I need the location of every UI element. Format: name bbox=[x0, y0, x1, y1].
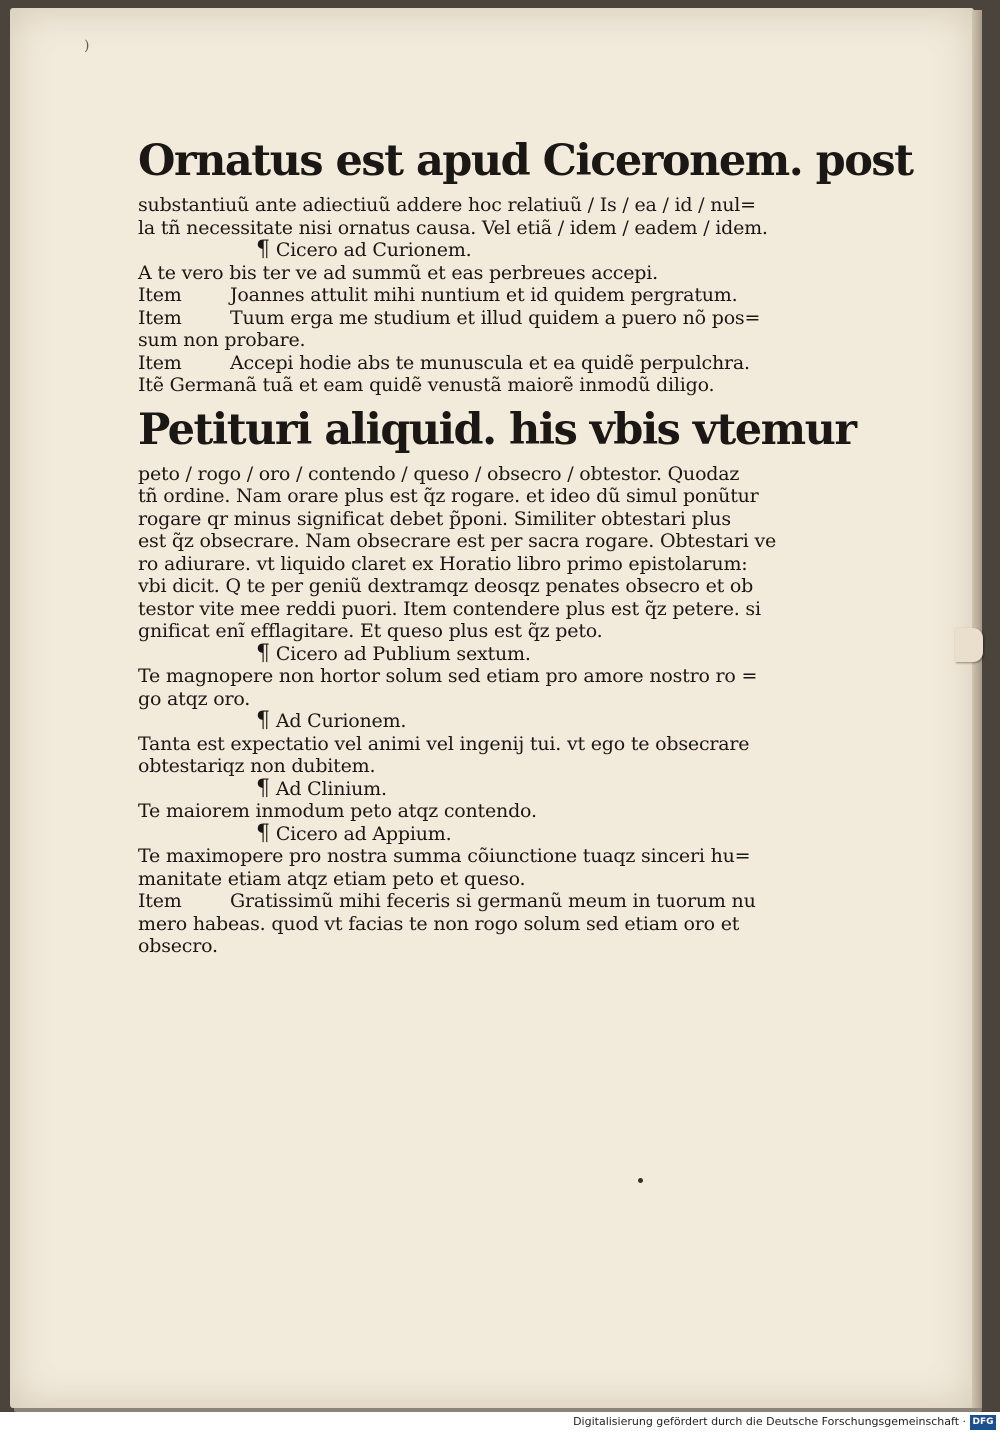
text-line: sum non probare. bbox=[138, 329, 306, 351]
text-line: tñ ordine. Nam orare plus est q̃z rogare. et ideo dũ simul ponũtur bbox=[138, 485, 759, 507]
letter-heading-text: Cicero ad Publium sextum. bbox=[275, 642, 531, 665]
letter-heading bbox=[138, 710, 808, 733]
letter-heading bbox=[138, 640, 808, 666]
text-line: la tñ necessitate nisi ornatus causa. Vel etiã / idem / eadem / idem. bbox=[138, 216, 768, 239]
page-text-block bbox=[138, 128, 913, 958]
pilcrow-icon: ¶ bbox=[256, 640, 270, 666]
text-line: go atqz oro. bbox=[138, 687, 251, 710]
letter-heading-text: Ad Curionem. bbox=[275, 710, 407, 732]
text-line: Itẽ Germanã tuã et eam quidẽ venustã maiorẽ inmodũ diligo. bbox=[138, 374, 715, 396]
text-line: Te magnopere non hortor solum sed etiam pro amore nostro ro = bbox=[138, 665, 758, 687]
item-line bbox=[138, 284, 808, 307]
item-line bbox=[138, 307, 808, 330]
item-line bbox=[138, 890, 808, 913]
letter-heading bbox=[138, 820, 808, 846]
ink-dot bbox=[638, 1178, 643, 1183]
item-label: Item bbox=[138, 306, 182, 329]
dfg-logo: DFG bbox=[970, 1415, 996, 1430]
item-label: Item bbox=[138, 890, 182, 912]
item-text: Accepi hodie abs te munuscula et ea quidẽ perpulchra. bbox=[230, 351, 750, 374]
pilcrow-icon: ¶ bbox=[256, 237, 270, 262]
text-line: obtestariqz non dubitem. bbox=[138, 755, 376, 777]
section-heading-line: Petituri aliquid. his vbis vtemur bbox=[138, 404, 856, 455]
text-line: substantiuũ ante adiectiuũ addere hoc relatiuũ / Is / ea / id / nul= bbox=[138, 194, 756, 216]
text-line: rogare qr minus significat debet p̃poni. Similiter obtestari plus bbox=[138, 507, 731, 530]
text-line: gnificat enĩ efflagitare. Et queso plus est q̃z peto. bbox=[138, 620, 603, 642]
text-line: Te maximopere pro nostra summa cõiunctione tuaqz sinceri hu= bbox=[138, 845, 751, 867]
letter-heading bbox=[138, 239, 808, 262]
item-label: Item bbox=[138, 351, 182, 374]
text-line: Tanta est expectatio vel animi vel ingenij tui. vt ego te obsecrare bbox=[138, 732, 750, 755]
page-tab-marker bbox=[955, 628, 983, 662]
footer-credit: Digitalisierung gefördert durch die Deutsche Forschungsgemeinschaft · bbox=[573, 1415, 966, 1428]
text-line: A te vero bis ter ve ad summũ et eas perbreues accepi. bbox=[138, 261, 658, 284]
item-text: Joannes attulit mihi nuntium et id quidem pergratum. bbox=[230, 284, 738, 306]
text-line: vbi dicit. Q te per geniũ dextramqz deosqz penates obsecro et ob bbox=[138, 575, 754, 597]
pilcrow-icon: ¶ bbox=[256, 820, 270, 846]
section-heading-line: Ornatus est apud Ciceronem. post bbox=[138, 136, 913, 186]
letter-heading-text: Cicero ad Curionem. bbox=[275, 239, 472, 261]
text-line: mero habeas. quod vt facias te non rogo solum sed etiam oro et bbox=[138, 912, 740, 935]
pilcrow-icon: ¶ bbox=[256, 775, 270, 801]
text-line: ro adiurare. vt liquido claret ex Horatio libro primo epistolarum: bbox=[138, 552, 748, 575]
corner-mark: ) bbox=[84, 38, 90, 54]
letter-heading-text: Cicero ad Appium. bbox=[275, 822, 452, 845]
page-edge bbox=[972, 10, 982, 1408]
text-line: manitate etiam atqz etiam peto et queso. bbox=[138, 867, 526, 890]
item-label: Item bbox=[138, 284, 182, 306]
footer-bar bbox=[0, 1412, 1000, 1434]
text-line: peto / rogo / oro / contendo / queso / obsecro / obtestor. Quodaz bbox=[138, 462, 740, 485]
letter-heading bbox=[138, 775, 808, 801]
item-text: Tuum erga me studium et illud quidem a puero nõ pos= bbox=[230, 306, 761, 329]
item-line bbox=[138, 352, 808, 375]
letter-heading-text: Ad Clinium. bbox=[275, 777, 387, 800]
item-text: Gratissimũ mihi feceris si germanũ meum in tuorum nu bbox=[230, 890, 756, 912]
text-line: obsecro. bbox=[138, 935, 218, 957]
text-line: testor vite mee reddi puori. Item contendere plus est q̃z petere. si bbox=[138, 597, 761, 620]
text-line: est q̃z obsecrare. Nam obsecrare est per sacra rogare. Obtestari ve bbox=[138, 530, 777, 552]
pilcrow-icon: ¶ bbox=[256, 708, 270, 733]
text-line: Te maiorem inmodum peto atqz contendo. bbox=[138, 800, 537, 822]
